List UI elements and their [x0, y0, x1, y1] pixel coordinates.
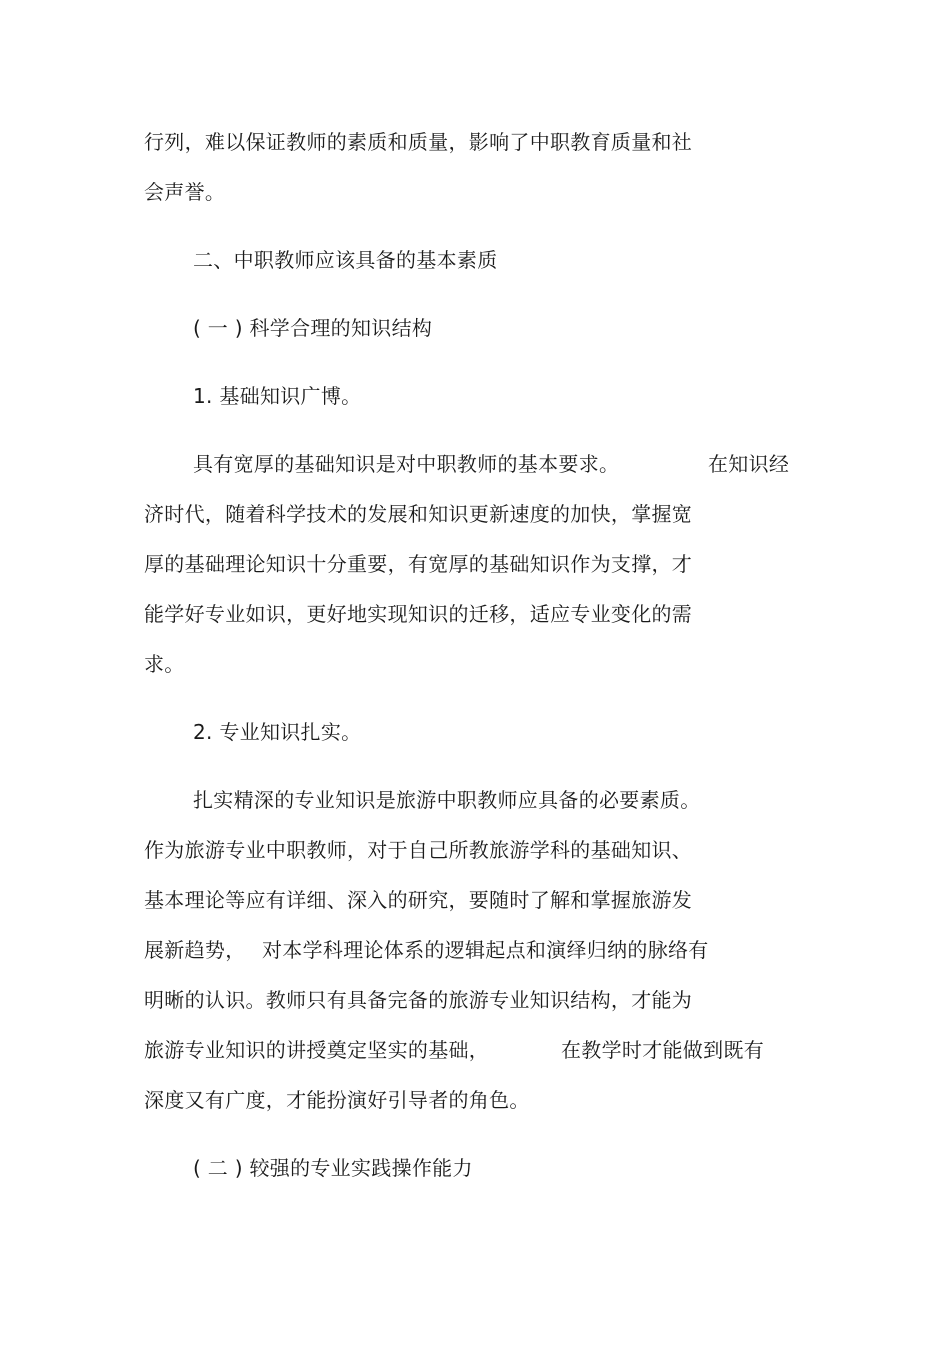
paragraph-line: 具有宽厚的基础知识是对中职教师的基本要求。: [193, 452, 620, 476]
paragraph-line: 扎实精深的专业知识是旅游中职教师应具备的必要素质。: [193, 788, 701, 812]
paragraph-line: 旅游专业知识的讲授奠定坚实的基础，: [144, 1038, 490, 1062]
paragraph-line: 作为旅游专业中职教师，对于自己所教旅游学科的基础知识、: [144, 838, 693, 862]
paragraph-line: 能学好专业如识，更好地实现知识的迁移，适应专业变化的需: [144, 602, 693, 626]
paragraph-line: 求。: [144, 652, 185, 676]
paragraph-line: 会声誉。: [144, 180, 226, 204]
subsection-heading: ( 一 ) 科学合理的知识结构: [193, 316, 433, 340]
paragraph-line-fragment: 对本学科理论体系的逻辑起点和演绎归纳的脉络有: [262, 938, 709, 962]
paragraph-line: 行列，难以保证教师的素质和质量，影响了中职教育质量和社: [144, 130, 693, 154]
paragraph-line: 厚的基础理论知识十分重要，有宽厚的基础知识作为支撑，才: [144, 552, 693, 576]
paragraph-line: 深度又有广度，才能扮演好引导者的角色。: [144, 1088, 530, 1112]
item-heading: 2. 专业知识扎实。: [193, 720, 362, 744]
subsection-heading: ( 二 ) 较强的专业实践操作能力: [193, 1156, 473, 1180]
paragraph-line-fragment: 在知识经: [708, 452, 790, 476]
paragraph-line: 基本理论等应有详细、深入的研究，要随时了解和掌握旅游发: [144, 888, 693, 912]
paragraph-line: 济时代，随着科学技术的发展和知识更新速度的加快，掌握宽: [144, 502, 693, 526]
item-heading: 1. 基础知识广博。: [193, 384, 362, 408]
section-heading: 二、中职教师应该具备的基本素质: [193, 248, 498, 272]
paragraph-line: 明晰的认识。教师只有具备完备的旅游专业知识结构，才能为: [144, 988, 693, 1012]
paragraph-line-fragment: 在教学时才能做到既有: [561, 1038, 764, 1062]
paragraph-line: 展新趋势，: [144, 938, 246, 962]
